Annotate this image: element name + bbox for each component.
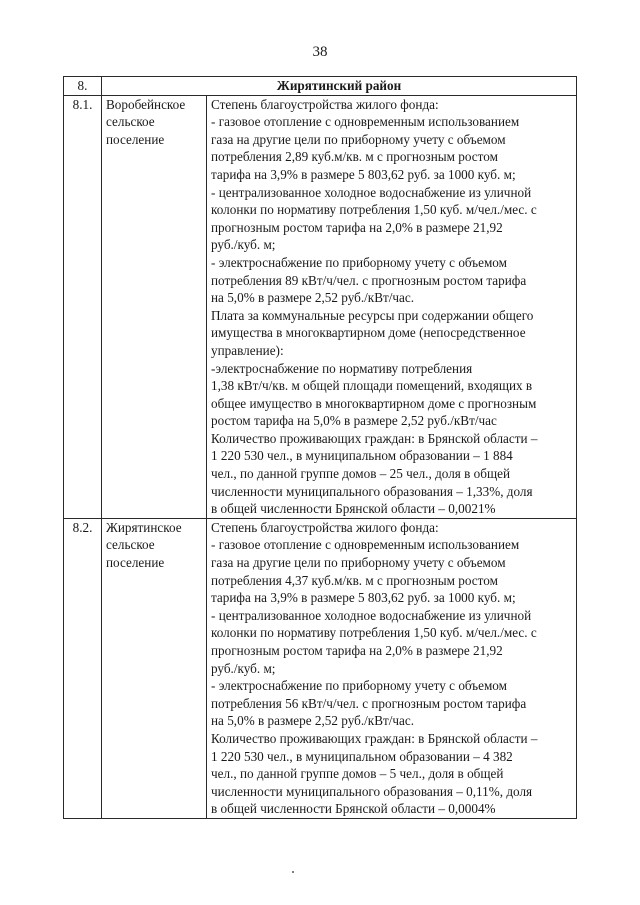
description-line: Количество проживающих граждан: в Брянской области – <box>211 430 538 446</box>
table-row <box>64 518 577 818</box>
tariff-table <box>63 76 577 819</box>
section-header-row <box>64 77 577 96</box>
description-line: - газовое отопление с одновременным использованием <box>211 537 520 553</box>
section-number: 8. <box>64 77 102 96</box>
description-line: численности муниципального образования – 0,11%, доля <box>211 783 533 799</box>
description-line: потребления 56 кВт/ч/чел. с прогнозным ростом тарифа <box>211 695 527 711</box>
description-line: газа на другие цели по приборному учету с объемом <box>211 555 506 571</box>
description-line: прогнозным ростом тарифа на 2,0% в размере 21,92 <box>211 219 503 235</box>
scan-speck <box>292 871 294 873</box>
description-line: газа на другие цели по приборному учету с объемом <box>211 131 506 147</box>
description-line: управление): <box>211 342 284 358</box>
description-line: - газовое отопление с одновременным использованием <box>211 114 520 130</box>
description-line: тарифа на 3,9% в размере 5 803,62 руб. за 1000 куб. м; <box>211 590 516 606</box>
description-line: ростом тарифа на 5,0% в размере 2,52 руб./кВт/час <box>211 413 497 429</box>
description-line: 1 220 530 чел., в муниципальном образовании – 4 382 <box>211 748 513 764</box>
row-number: 8.2. <box>64 518 102 818</box>
name-line: Воробейнское <box>106 96 186 112</box>
description-line: потребления 2,89 куб.м/кв. м с прогнозным ростом <box>211 149 498 165</box>
row-description <box>207 95 577 518</box>
description-line: чел., по данной группе домов – 5 чел., доля в общей <box>211 766 504 782</box>
description-line: численности муниципального образования – 1,33%, доля <box>211 483 533 499</box>
description-line: Плата за коммунальные ресурсы при содержании общего <box>211 307 534 323</box>
name-line: Жирятинское <box>106 519 182 535</box>
name-line: сельское <box>106 114 155 130</box>
description-line: тарифа на 3,9% в размере 5 803,62 руб. за 1000 куб. м; <box>211 166 516 182</box>
name-line: поселение <box>106 131 165 147</box>
row-description <box>207 518 577 818</box>
description-line: 1,38 кВт/ч/кв. м общей площади помещений, входящих в <box>211 378 533 394</box>
description-line: - электроснабжение по приборному учету с объемом <box>211 678 507 694</box>
description-line: колонки по нормативу потребления 1,50 куб. м/чел./мес. с <box>211 625 537 641</box>
description-line: потребления 4,37 куб.м/кв. м с прогнозным ростом <box>211 572 498 588</box>
description-line: на 5,0% в размере 2,52 руб./кВт/час. <box>211 713 415 729</box>
description-line: в общей численности Брянской области – 0,0004% <box>211 801 496 817</box>
page-number: 38 <box>312 44 328 60</box>
description-line: на 5,0% в размере 2,52 руб./кВт/час. <box>211 290 415 306</box>
description-line: прогнозным ростом тарифа на 2,0% в размере 21,92 <box>211 643 503 658</box>
settlement-name <box>102 518 207 818</box>
description-line: -электроснабжение по нормативу потребления <box>211 360 473 376</box>
description-line: в общей численности Брянской области – 0,0021% <box>211 501 496 517</box>
description-line: имущества в многоквартирном доме (непосредственное <box>211 325 526 341</box>
description-line: - централизованное холодное водоснабжение из уличной <box>211 607 532 623</box>
description-line: чел., по данной группе домов – 25 чел., доля в общей <box>211 466 511 482</box>
table-row <box>64 95 577 518</box>
description-line: Количество проживающих граждан: в Брянской области – <box>211 730 538 746</box>
settlement-name <box>102 95 207 518</box>
description-line: общее имущество в многоквартирном доме с прогнозным <box>211 395 537 411</box>
description-line: 1 220 530 чел., в муниципальном образовании – 1 884 <box>211 448 513 464</box>
description-line: - централизованное холодное водоснабжение из уличной <box>211 184 532 200</box>
description-line: руб./куб. м; <box>211 237 276 253</box>
description-line: потребления 89 кВт/ч/чел. с прогнозным ростом тарифа <box>211 272 527 288</box>
description-line: колонки по нормативу потребления 1,50 куб. м/чел./мес. с <box>211 202 537 218</box>
row-number: 8.1. <box>64 95 102 518</box>
section-title: Жирятинский район <box>102 77 577 96</box>
description-line: Степень благоустройства жилого фонда: <box>211 519 439 535</box>
name-line: сельское <box>106 537 155 553</box>
name-line: поселение <box>106 555 165 571</box>
description-line: руб./куб. м; <box>211 660 276 676</box>
description-line: Степень благоустройства жилого фонда: <box>211 96 439 112</box>
description-line: - электроснабжение по приборному учету с объемом <box>211 254 507 270</box>
